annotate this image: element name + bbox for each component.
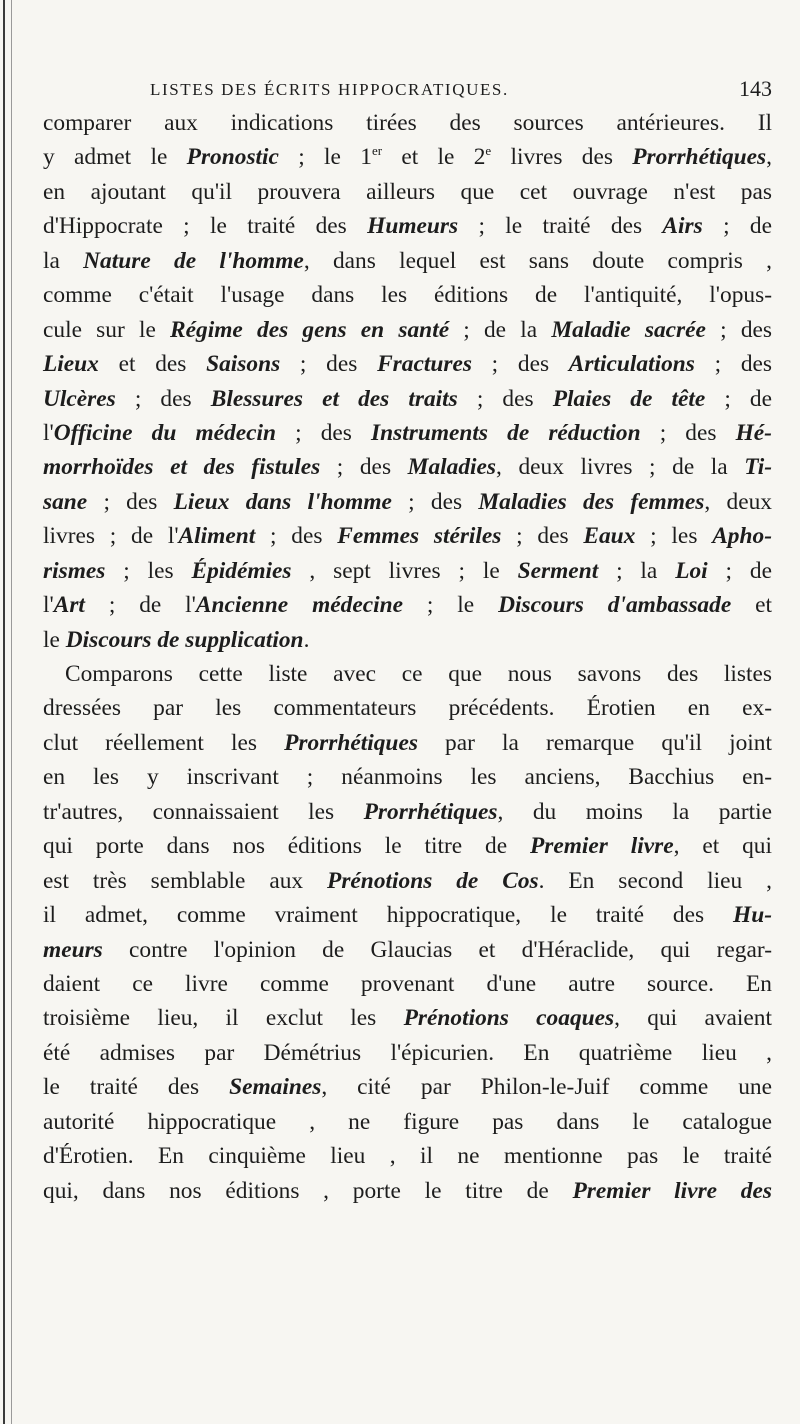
text-line: troisième lieu, il exclut les Prénotions coaques, qui avaient <box>43 1005 773 1032</box>
work-title: Plaies de tête <box>552 385 706 412</box>
work-title: Prorrhétiques <box>363 798 498 825</box>
text-line: il admet, comme vraiment hippocratique, le traité des Hu- <box>43 902 772 929</box>
text-line: autorité hippocratique , ne figure pas dans le catalogue <box>43 1108 772 1135</box>
work-title: Blessures et des traits <box>210 385 458 412</box>
work-title: Ulcères <box>43 385 116 412</box>
work-title: Ti- <box>744 454 772 481</box>
page-edge <box>3 0 5 1424</box>
work-title: Officine du médecin <box>53 419 276 446</box>
work-title: Humeurs <box>367 213 459 240</box>
running-title: LISTES DES ÉCRITS HIPPOCRATIQUES. <box>150 80 509 99</box>
work-title: Maladies des femmes <box>478 488 705 515</box>
text-line: dressées par les commentateurs précédents. Érotien en ex- <box>43 695 772 722</box>
text-line: livres ; de l'Aliment ; des Femmes stériles ; des Eaux ; les Apho- <box>43 523 772 550</box>
work-title: Semaines <box>229 1074 322 1101</box>
work-title: Lieux dans l'homme <box>173 488 392 515</box>
work-title: Discours de supplication <box>65 626 304 653</box>
text-line: le Discours de supplication. <box>43 626 310 653</box>
text-line: l'Art ; de l'Ancienne médecine ; le Discours d'ambassade et <box>43 592 772 619</box>
text-line: Ulcères ; des Blessures et des traits ; des Plaies de tête ; de <box>43 385 772 412</box>
work-title: Régime des gens en santé <box>170 316 450 343</box>
work-title: Femmes stériles <box>337 523 502 550</box>
text-line: la Nature de l'homme, dans lequel est sans doute compris , <box>43 247 773 274</box>
work-title: Prorrhétiques <box>632 144 767 171</box>
text-line: sane ; des Lieux dans l'homme ; des Maladies des femmes, deux <box>43 488 772 515</box>
text-line: en les y inscrivant ; néanmoins les anciens, Bacchius en- <box>43 764 772 791</box>
work-title: Maladies <box>407 454 497 481</box>
text-line: d'Hippocrate ; le traité des Humeurs ; le traité des Airs ; de <box>43 213 772 240</box>
text-line: d'Érotien. En cinquième lieu , il ne mentionne pas le traité <box>43 1143 772 1170</box>
work-title: Aliment <box>178 523 256 550</box>
paragraph-start: Comparons cette liste avec ce que nous savons des listes <box>65 661 772 687</box>
work-title: meurs <box>43 936 103 963</box>
work-title: rismes <box>43 557 106 584</box>
page-number: 143 <box>739 76 772 101</box>
work-title: Premier livre <box>529 833 674 860</box>
work-title: Prénotions de Cos <box>327 867 539 894</box>
text-line: rismes ; les Épidémies , sept livres ; le Serment ; la Loi ; de <box>43 557 772 584</box>
text-line: le traité des Semaines, cité par Philon-le-Juif comme une <box>43 1074 772 1101</box>
work-title: Apho- <box>712 523 772 550</box>
work-title: Prorrhétiques <box>284 729 418 756</box>
work-title: Eaux <box>583 523 636 550</box>
text-line: en ajoutant qu'il prouvera ailleurs que cet ouvrage n'est pas <box>43 178 772 205</box>
text-line: morrhoïdes et des fistules ; des Maladies, deux livres ; de la Ti- <box>43 454 772 481</box>
work-title: Hé- <box>735 419 772 446</box>
text-line: qui porte dans nos éditions le titre de Premier livre, et qui <box>43 833 772 860</box>
text-line: meurs contre l'opinion de Glaucias et d'Héraclide, qui regar- <box>43 936 772 963</box>
text-line: tr'autres, connaissaient les Prorrhétiques, du moins la partie <box>43 798 772 825</box>
text-line: Lieux et des Saisons ; des Fractures ; des Articulations ; des <box>43 351 773 378</box>
work-title: Maladie sacrée <box>551 316 706 343</box>
work-title: Hu- <box>733 902 772 929</box>
work-title: Airs <box>662 213 703 240</box>
text-line: est très semblable aux Prénotions de Cos. En second lieu , <box>43 867 772 894</box>
work-title: Fractures <box>377 351 472 378</box>
text-line: y admet le Pronostic ; le 1er et le 2e livres des Prorrhétiques, <box>43 143 772 171</box>
work-title: Prénotions coaques <box>403 1005 615 1032</box>
work-title: sane <box>43 488 88 515</box>
text-line: comparer aux indications tirées des sources antérieures. Il <box>43 110 772 136</box>
text-line: été admises par Démétrius l'épicurien. En quatrième lieu , <box>43 1039 772 1066</box>
work-title: Nature de l'homme <box>83 247 304 274</box>
work-title: Loi <box>675 557 708 584</box>
work-title: Lieux <box>43 351 99 378</box>
work-title: Art <box>53 592 85 619</box>
page-edge-shadow <box>11 0 12 1424</box>
work-title: Saisons <box>206 351 281 378</box>
text-line: qui, dans nos éditions , porte le titre de Premier livre des <box>43 1177 772 1204</box>
body-text <box>43 106 772 1208</box>
work-title: Ancienne médecine <box>195 592 403 619</box>
work-title: Premier livre des <box>572 1177 772 1204</box>
text-line: comme c'était l'usage dans les éditions de l'antiquité, l'opus- <box>43 282 772 309</box>
work-title: Instruments de réduction <box>371 419 641 446</box>
work-title: Pronostic <box>186 144 279 171</box>
text-line: cule sur le Régime des gens en santé ; de la Maladie sacrée ; des <box>43 316 772 343</box>
work-title: Serment <box>517 557 599 584</box>
work-title: morrhoïdes et des fistules <box>43 454 321 481</box>
work-title: Épidémies <box>191 557 292 584</box>
text-line: daient ce livre comme provenant d'une autre source. En <box>43 970 772 997</box>
work-title: Discours d'ambassade <box>498 592 732 619</box>
text-line: clut réellement les Prorrhétiques par la remarque qu'il joint <box>43 729 772 756</box>
work-title: Articulations <box>568 351 695 378</box>
page-header <box>88 76 772 106</box>
text-line: l'Officine du médecin ; des Instruments de réduction ; des Hé- <box>43 419 772 446</box>
